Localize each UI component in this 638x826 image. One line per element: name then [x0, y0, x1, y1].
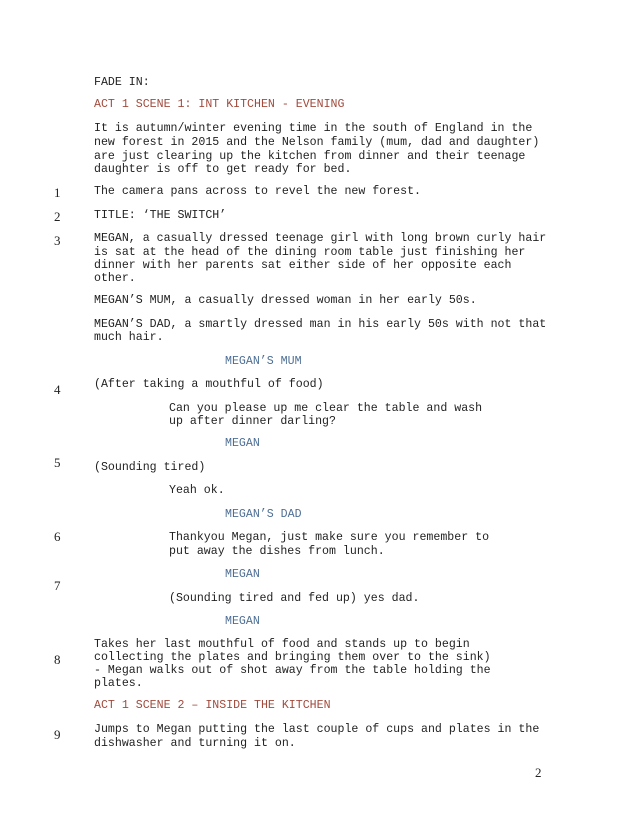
action-line: plates.	[94, 677, 143, 690]
dialogue-line: up after dinner darling?	[169, 415, 336, 428]
action-line: much hair.	[94, 331, 164, 344]
shot-number: 7	[54, 578, 61, 593]
shot-number: 2	[54, 209, 61, 224]
character-cue: MEGAN	[225, 568, 260, 581]
action-line: dishwasher and turning it on.	[94, 737, 296, 750]
shot-number: 1	[54, 185, 61, 200]
scene-heading-1: ACT 1 SCENE 1: INT KITCHEN - EVENING	[94, 98, 345, 111]
action-line: The camera pans across to revel the new forest.	[94, 185, 421, 198]
fade-in: FADE IN:	[94, 76, 150, 89]
action-line: dinner with her parents sat either side of her opposite each	[94, 259, 512, 272]
action-line: It is autumn/winter evening time in the south of England in the	[94, 122, 533, 135]
character-cue: MEGAN’S DAD	[225, 508, 302, 521]
parenthetical: (After taking a mouthful of food)	[94, 378, 324, 391]
shot-number: 9	[54, 727, 61, 742]
action-line: Jumps to Megan putting the last couple of cups and plates in the	[94, 723, 540, 736]
scene-heading-2: ACT 1 SCENE 2 – INSIDE THE KITCHEN	[94, 699, 331, 712]
action-line: daughter is off to get ready for bed.	[94, 163, 352, 176]
shot-number: 5	[54, 455, 61, 470]
action-line: MEGAN, a casually dressed teenage girl with long brown curly hair	[94, 232, 547, 245]
action-line: MEGAN’S MUM, a casually dressed woman in her early 50s.	[94, 294, 477, 307]
shot-number: 8	[54, 652, 61, 667]
character-cue: MEGAN	[225, 437, 260, 450]
parenthetical: (Sounding tired)	[94, 461, 206, 474]
dialogue-line: (Sounding tired and fed up) yes dad.	[169, 592, 420, 605]
dialogue-line: Yeah ok.	[169, 484, 225, 497]
action-line: - Megan walks out of shot away from the table holding the	[94, 664, 491, 677]
dialogue-line: put away the dishes from lunch.	[169, 545, 385, 558]
action-line: is sat at the head of the dining room table just finishing her	[94, 246, 526, 259]
dialogue-line: Can you please up me clear the table and wash	[169, 402, 483, 415]
shot-number: 3	[54, 233, 61, 248]
character-cue: MEGAN	[225, 615, 260, 628]
page-number: 2	[535, 765, 542, 780]
action-line: MEGAN’S DAD, a smartly dressed man in his early 50s with not that	[94, 318, 547, 331]
action-line: new forest in 2015 and the Nelson family (mum, dad and daughter)	[94, 136, 540, 149]
character-cue: MEGAN’S MUM	[225, 355, 302, 368]
title-line: TITLE: ‘THE SWITCH’	[94, 209, 227, 222]
action-line: Takes her last mouthful of food and stands up to begin	[94, 638, 470, 651]
action-line: other.	[94, 272, 136, 285]
action-line: collecting the plates and bringing them over to the sink)	[94, 651, 491, 664]
shot-number: 4	[54, 382, 61, 397]
dialogue-line: Thankyou Megan, just make sure you remember to	[169, 531, 490, 544]
action-line: are just clearing up the kitchen from dinner and their teenage	[94, 150, 526, 163]
shot-number: 6	[54, 529, 61, 544]
